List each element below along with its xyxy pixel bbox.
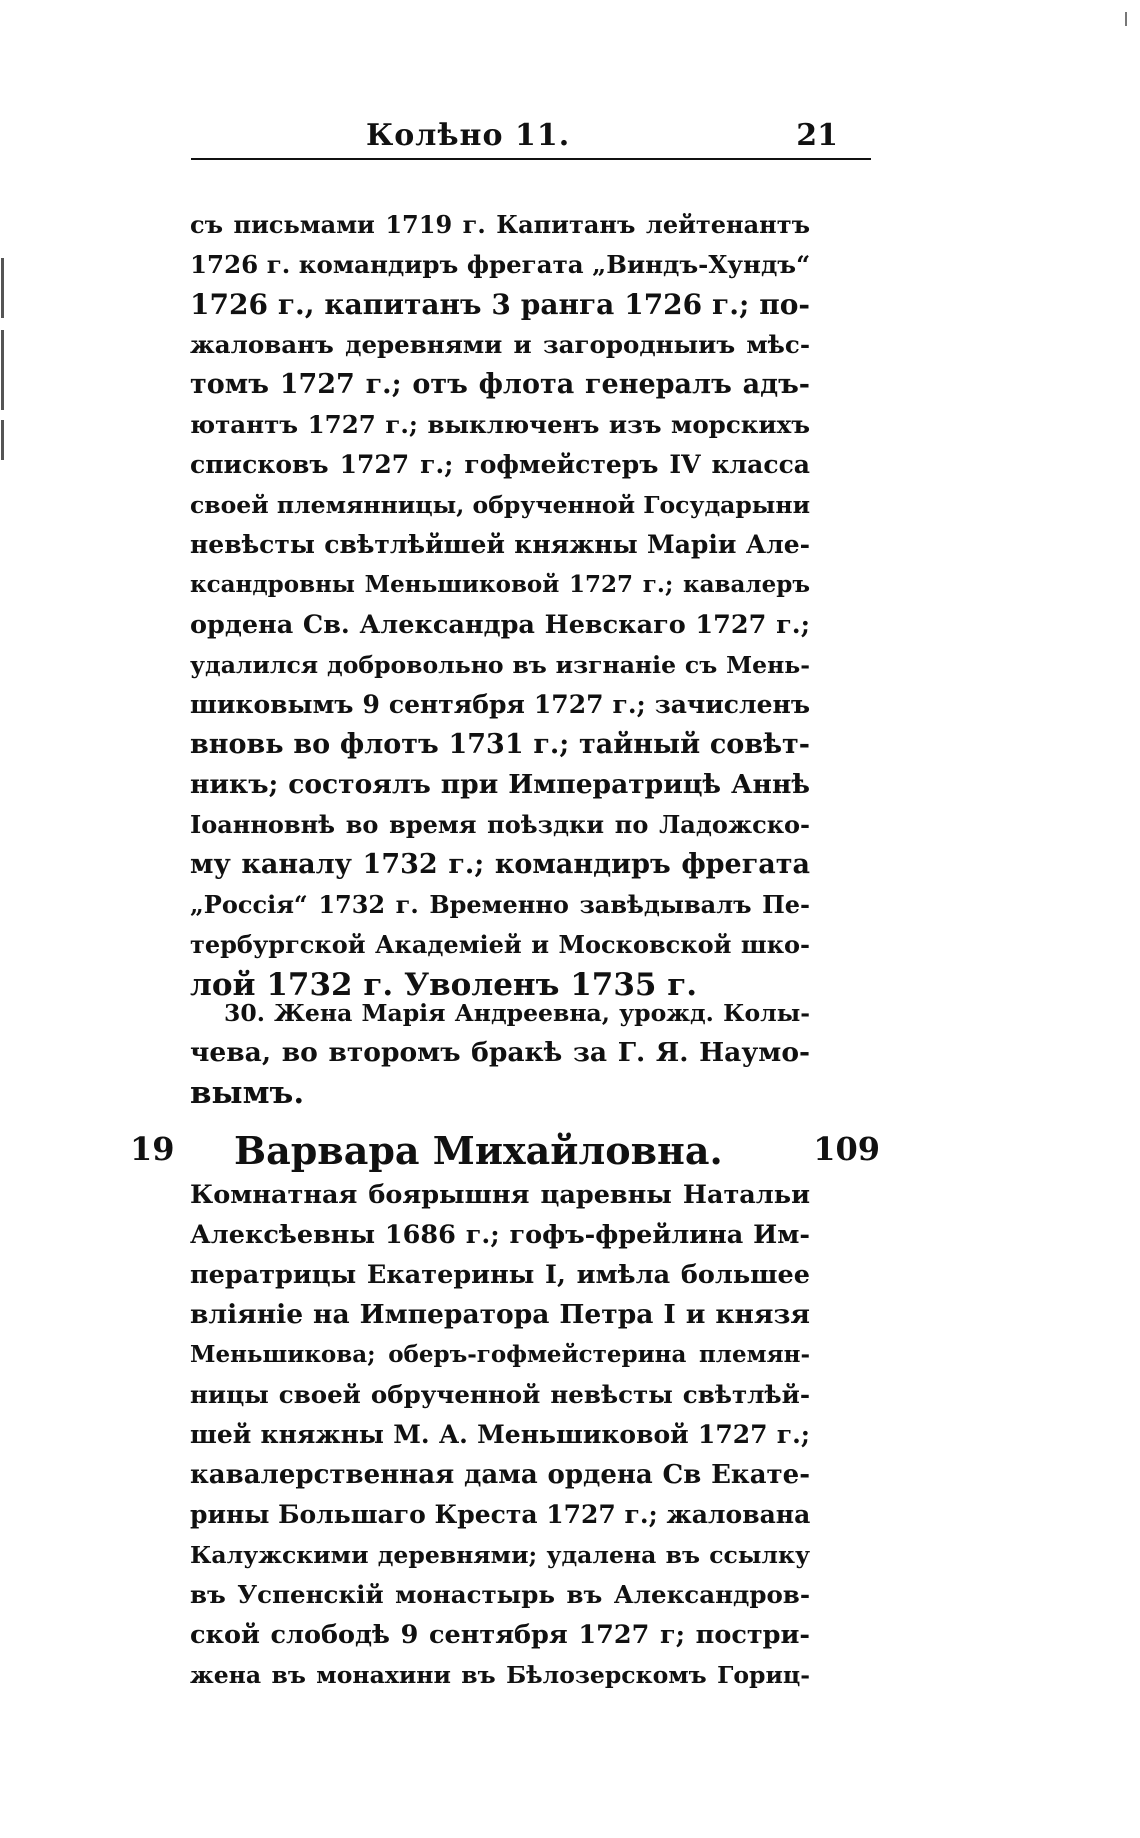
text-line: ксандровны Меньшиковой 1727 г.; кавалеръ	[190, 571, 810, 598]
text-line: 1726 г. командиръ фрегата „Виндъ-Хундъ“	[190, 250, 811, 279]
paragraph-service-record	[190, 205, 810, 1005]
text-line: ской слободѣ 9 сентября 1727 г; постри-	[190, 1620, 810, 1650]
text-line: вліяніе на Императора Петра I и князя	[190, 1299, 810, 1330]
text-line: кавалерственная дама ордена Св Екате-	[190, 1460, 810, 1490]
text-line: вновь во флотъ 1731 г.; тайный совѣт-	[190, 729, 810, 760]
text-line: ютантъ 1727 г.; выключенъ изъ морскихъ	[190, 410, 810, 439]
text-line: чева, во второмъ бракѣ за Г. Я. Наумо-	[190, 1037, 810, 1068]
text-line: своей племянницы, обрученной Государыни	[190, 491, 810, 519]
text-line: удалился добровольно въ изгнаніе съ Мень-	[190, 651, 810, 679]
text-line: Меньшикова; оберъ-гофмейстерина племян-	[190, 1341, 810, 1368]
text-line: ницы своей обрученной невѣсты свѣтлѣй-	[190, 1380, 810, 1409]
text-line: жена въ монахини въ Бѣлозерскомъ Гориц-	[190, 1661, 810, 1689]
scan-mark	[1, 420, 4, 460]
scan-mark	[1, 258, 4, 318]
text-line: лой 1732 г. Уволенъ 1735 г.	[190, 967, 698, 1003]
text-line: томъ 1727 г.; отъ флота генералъ адъ-	[190, 369, 810, 400]
text-line: 30. Жена Марія Андреевна, урожд. Колы-	[224, 999, 810, 1027]
text-line: Алексѣевны 1686 г.; гофъ-фрейлина Им-	[190, 1220, 810, 1250]
genealogy-entry-heading	[130, 1130, 880, 1176]
page-header	[191, 118, 871, 160]
text-line: ператрицы Екатерины I, имѣла большее	[190, 1260, 810, 1290]
text-line: му каналу 1732 г.; командиръ фрегата	[190, 849, 810, 880]
text-line: невѣсты свѣтлѣйшей княжны Маріи Але-	[190, 530, 810, 559]
text-line: тербургской Академіей и Московской шко-	[190, 930, 810, 959]
text-line: списковъ 1727 г.; гофмейстеръ IV класса	[190, 450, 810, 479]
text-line: шиковымъ 9 сентября 1727 г.; зачисленъ	[190, 690, 810, 719]
scan-mark	[1125, 12, 1127, 26]
scan-edge-marks	[0, 0, 10, 1838]
paragraph-biography	[190, 1175, 810, 1695]
text-line: Калужскими деревнями; удалена въ ссылку	[190, 1541, 810, 1569]
paragraph-wife	[190, 993, 810, 1113]
text-line: вымъ.	[190, 1075, 305, 1111]
page-number: 21	[796, 118, 838, 153]
running-title: Колѣно 11.	[366, 118, 571, 153]
text-line: рины Большаго Креста 1727 г.; жалована	[190, 1500, 811, 1529]
generation-number: 19	[130, 1130, 175, 1168]
text-line: шей княжны М. А. Меньшиковой 1727 г.;	[190, 1420, 810, 1449]
text-line: Іоанновнѣ во время поѣздки по Ладожско-	[190, 810, 810, 839]
text-line: „Россія“ 1732 г. Временно завѣдывалъ Пе-	[190, 890, 810, 919]
person-name: Варвара Михайловна.	[234, 1128, 723, 1173]
text-line: Комнатная боярышня царевны Натальи	[190, 1180, 810, 1210]
text-line: ордена Св. Александра Невскаго 1727 г.;	[190, 610, 810, 640]
text-line: съ письмами 1719 г. Капитанъ лейтенантъ	[190, 210, 810, 239]
text-line: въ Успенскій монастырь въ Александров-	[190, 1580, 810, 1609]
text-line: никъ; состоялъ при Императрицѣ Аннѣ	[190, 769, 810, 800]
text-line: жалованъ деревнями и загородныиъ мѣс-	[190, 330, 810, 359]
scan-mark	[1, 330, 4, 410]
text-line: 1726 г., капитанъ 3 ранга 1726 г.; по-	[190, 288, 810, 321]
person-number: 109	[813, 1130, 880, 1168]
